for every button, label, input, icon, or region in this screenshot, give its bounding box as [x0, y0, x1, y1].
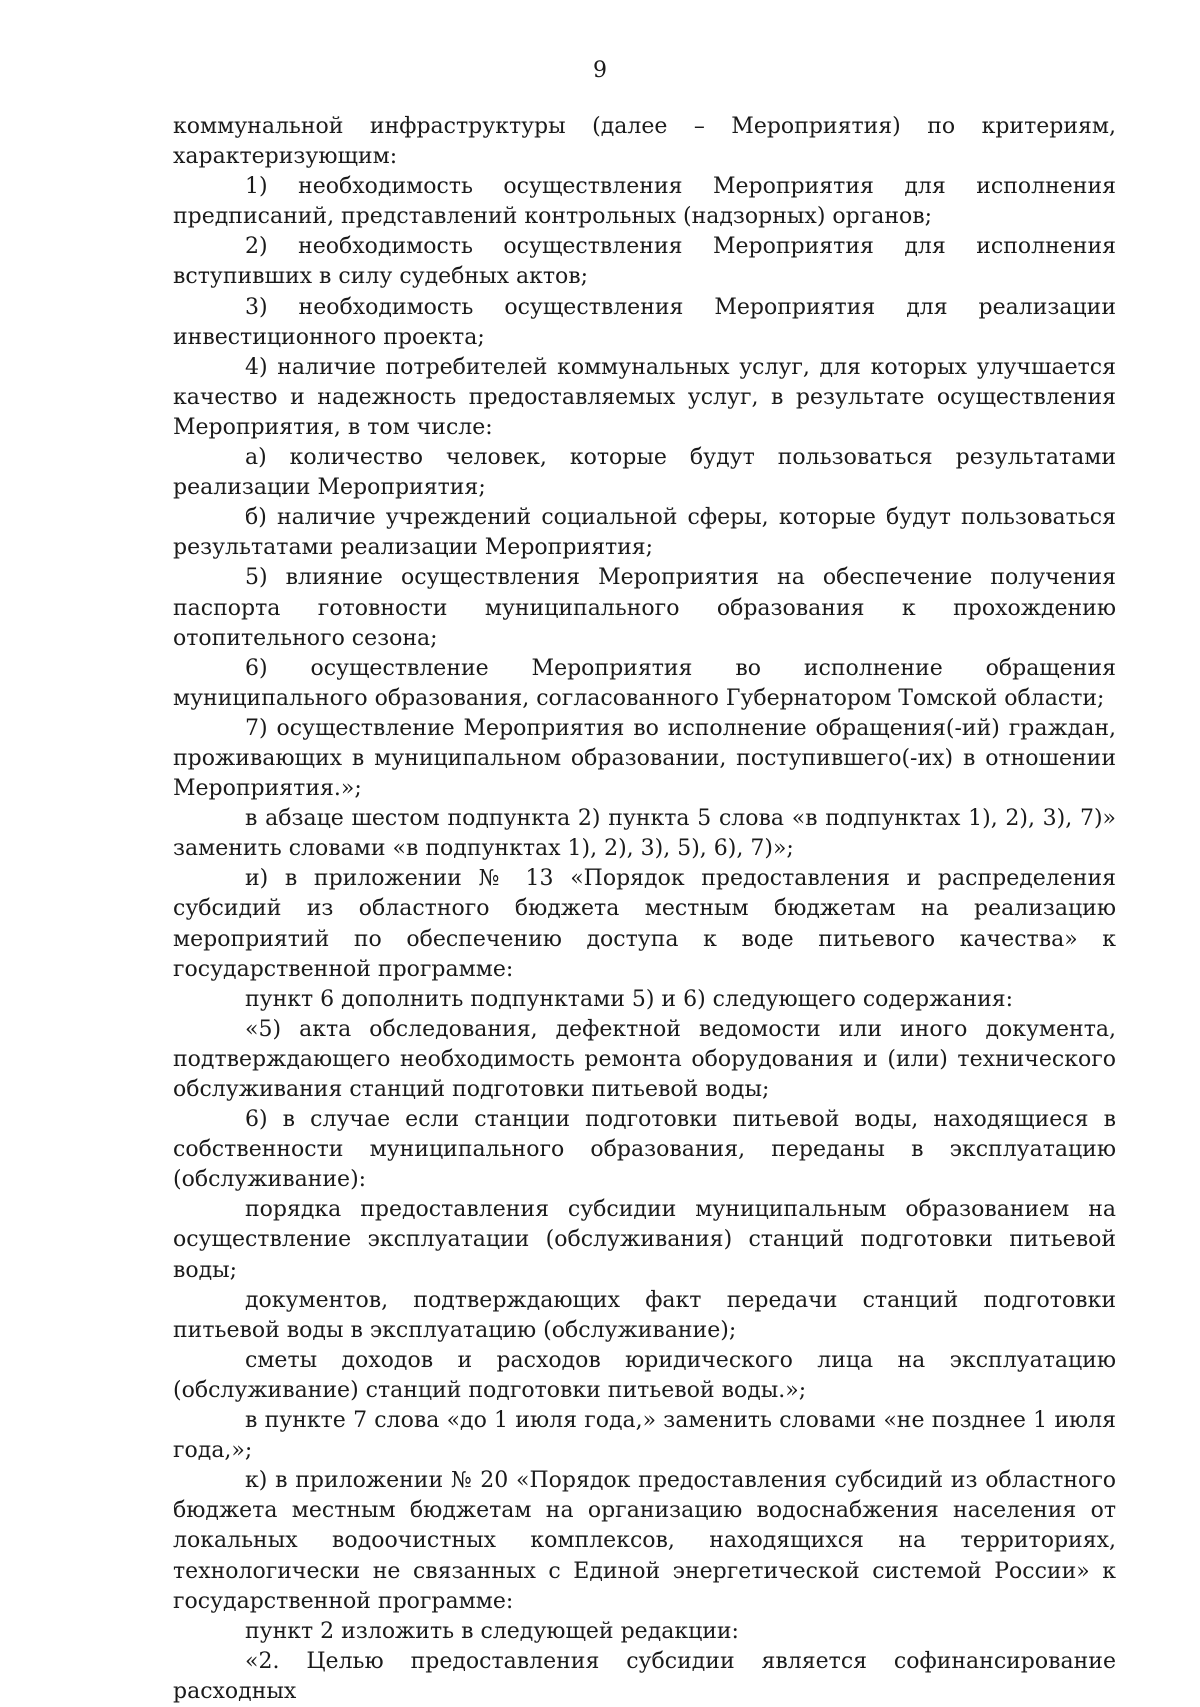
paragraph: пункт 2 изложить в следующей редакции: — [245, 1618, 739, 1644]
paragraph: 7) осуществление Мероприятия во исполнение обращения(-ий) граждан, проживающих в муниципальном образовании, поступившего(-их) в отношении Мероприятия.»; — [173, 715, 1116, 802]
paragraph: порядка предоставления субсидии муниципальным образованием на осуществление эксплуатации (обслуживания) станций подготовки питьевой воды; — [173, 1197, 1116, 1283]
paragraph: коммунальной инфраструктуры (далее – Мероприятия) по критериям, характеризующим: — [173, 114, 1116, 170]
paragraph: 6) осуществление Мероприятия во исполнение обращения муниципального образования, согласованного Губернатором Томской области; — [173, 655, 1116, 711]
paragraph: 2) необходимость осуществления Мероприятия для исполнения вступивших в силу судебных актов; — [173, 234, 1116, 290]
paragraph: «2. Целью предоставления субсидии является софинансирование расходных — [173, 1648, 1116, 1704]
paragraph: 3) необходимость осуществления Мероприятия для реализации инвестиционного проекта; — [173, 294, 1116, 350]
paragraph: пункт 6 дополнить подпунктами 5) и 6) следующего содержания: — [245, 986, 1014, 1012]
paragraph: документов, подтверждающих факт передачи станций подготовки питьевой воды в эксплуатацию (обслуживание); — [173, 1287, 1116, 1343]
paragraph: 4) наличие потребителей коммунальных услуг, для которых улучшается качество и надежность предоставляемых услуг, в результате осуществления Мероприятия, в том числе: — [173, 354, 1116, 440]
paragraph: а) количество человек, которые будут пользоваться результатами реализации Мероприятия; — [173, 445, 1116, 501]
paragraph: к) в приложении № 20 «Порядок предоставления субсидий из областного бюджета местным бюджетам на организацию водоснабжения населения от локальных водоочистных комплексов, находящихся на территориях, технологически не связанных с Единой энергетической системой России» к государственной программе: — [173, 1468, 1116, 1614]
paragraph: 1) необходимость осуществления Мероприятия для исполнения предписаний, представлений контрольных (надзорных) органов; — [173, 174, 1116, 230]
paragraph: б) наличие учреждений социальной сферы, которые будут пользоваться результатами реализации Мероприятия; — [173, 505, 1116, 561]
paragraph: 5) влияние осуществления Мероприятия на обеспечение получения паспорта готовности муниципального образования к прохождению отопительного сезона; — [173, 565, 1116, 651]
page-number: 9 — [593, 58, 607, 83]
paragraph: 6) в случае если станции подготовки питьевой воды, находящиеся в собственности муниципального образования, переданы в эксплуатацию (обслуживание): — [173, 1107, 1116, 1193]
paragraph: в абзаце шестом подпункта 2) пункта 5 слова «в подпунктах 1), 2), 3), 7)» заменить словами «в подпунктах 1), 2), 3), 5), 6), 7)»; — [173, 806, 1116, 862]
paragraph: «5) акта обследования, дефектной ведомости или иного документа, подтверждающего необходимость ремонта оборудования и (или) технического обслуживания станций подготовки питьевой воды; — [173, 1016, 1116, 1102]
paragraph: и) в приложении № 13 «Порядок предоставления и распределения субсидий из областного бюджета местным бюджетам на реализацию мероприятий по обеспечению доступа к воде питьевого качества» к государственной программе: — [173, 866, 1116, 982]
document-body — [173, 112, 1116, 1707]
paragraph: сметы доходов и расходов юридического лица на эксплуатацию (обслуживание) станций подготовки питьевой воды.»; — [173, 1347, 1116, 1403]
paragraph: в пункте 7 слова «до 1 июля года,» заменить словами «не позднее 1 июля года,»; — [173, 1408, 1116, 1464]
